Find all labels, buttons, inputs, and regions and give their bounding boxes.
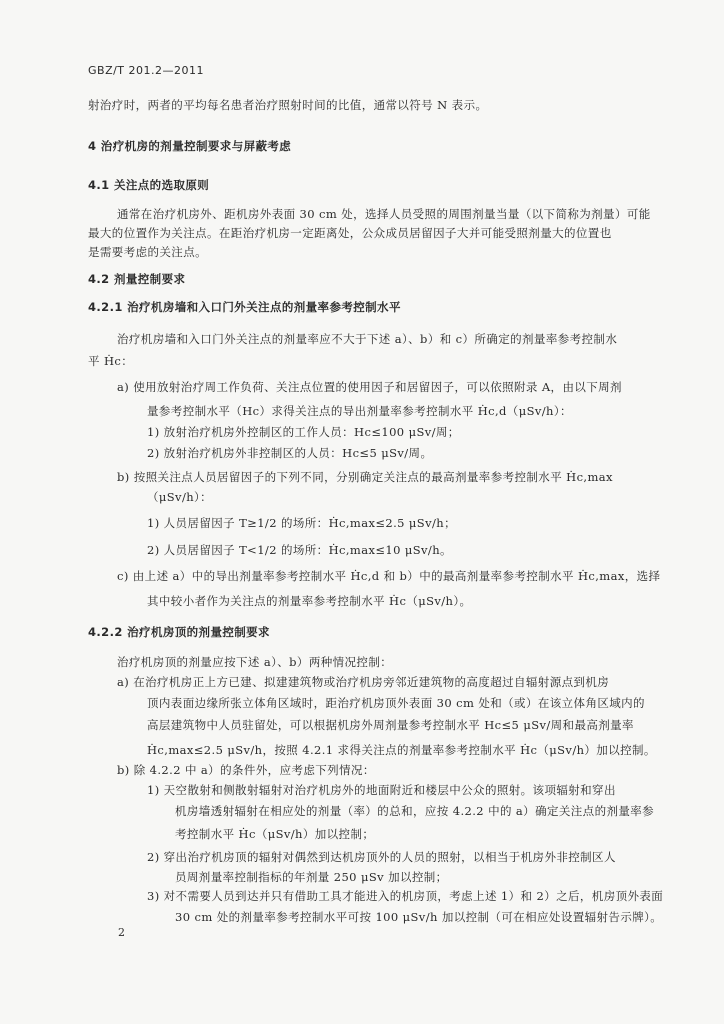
text-line: 1) 放射治疗机房外控制区的工作人员：Hc≤100 μSv/周；	[147, 425, 460, 439]
text-line: 2) 穿出治疗机房顶的辐射对偶然到达机房顶外的人员的照射，以相当于机房外非控制区人	[147, 850, 616, 864]
text-line: 1) 天空散射和侧散射辐射对治疗机房外的地面附近和楼层中公众的照射。该项辐射和穿出	[147, 783, 616, 797]
text-line: b) 按照关注点人员居留因子的下列不同，分别确定关注点的最高剂量率参考控制水平 Ḣc,max	[117, 470, 613, 484]
text-line: 平 Ḣc：	[88, 354, 134, 368]
text-line: 考控制水平 Ḣc（μSv/h）加以控制；	[175, 827, 375, 841]
text-line: 通常在治疗机房外、距机房外表面 30 cm 处，选择人员受照的周围剂量当量（以下简称为剂量）可能	[117, 207, 651, 221]
text-line: 员周剂量率控制指标的年剂量 250 μSv 加以控制；	[175, 870, 448, 884]
text-line: 机房墙透射辐射在相应处的剂量（率）的总和，应按 4.2.2 中的 a）确定关注点的剂量率参	[175, 804, 655, 818]
text-line: Ḣc,max≤2.5 μSv/h，按照 4.2.1 求得关注点的剂量率参考控制水平 Ḣc（μSv/h）加以控制。	[147, 743, 656, 757]
text-line: 高层建筑物中人员驻留处，可以根据机房外周剂量参考控制水平 Hc≤5 μSv/周和最高剂量率	[147, 718, 634, 732]
text-line: 30 cm 处的剂量率参考控制水平可按 100 μSv/h 加以控制（可在相应处设置辐射告示牌）。	[175, 910, 663, 924]
section-heading: 4.1 关注点的选取原则	[88, 178, 210, 192]
text-line: （μSv/h）：	[147, 490, 213, 504]
text-line: 2) 人员居留因子 T<1/2 的场所：Ḣc,max≤10 μSv/h。	[147, 543, 452, 557]
text-line: 治疗机房顶的剂量应按下述 a）、b）两种情况控制：	[117, 655, 393, 669]
section-heading: 4.2.1 治疗机房墙和入口门外关注点的剂量率参考控制水平	[88, 300, 401, 314]
text-line: 其中较小者作为关注点的剂量率参考控制水平 Ḣc（μSv/h）。	[147, 594, 472, 608]
text-line: a) 使用放射治疗周工作负荷、关注点位置的使用因子和居留因子，可以依照附录 A，由以下周剂	[117, 380, 622, 394]
text-line: 1) 人员居留因子 T≥1/2 的场所：Ḣc,max≤2.5 μSv/h；	[147, 516, 456, 530]
standard-code-header: GBZ/T 201.2—2011	[88, 64, 205, 77]
text-line: 量参考控制水平（Hc）求得关注点的导出剂量率参考控制水平 Ḣc,d（μSv/h）：	[147, 404, 572, 418]
text-line: 最大的位置作为关注点。在距治疗机房一定距离处，公众成员居留因子大并可能受照剂量大的位置也	[88, 226, 612, 240]
text-line: 治疗机房墙和入口门外关注点的剂量率应不大于下述 a）、b）和 c）所确定的剂量率参考控制水	[117, 332, 618, 346]
text-line: a) 在治疗机房正上方已建、拟建建筑物或治疗机房旁邻近建筑物的高度超过自辐射源点到机房	[117, 675, 610, 689]
text-line: c) 由上述 a）中的导出剂量率参考控制水平 Ḣc,d 和 b）中的最高剂量率参考控制水平 Ḣc,max，选择	[117, 569, 661, 583]
section-heading: 4.2.2 治疗机房顶的剂量控制要求	[88, 625, 270, 639]
section-heading: 4 治疗机房的剂量控制要求与屏蔽考虑	[88, 139, 292, 153]
section-heading: 4.2 剂量控制要求	[88, 272, 186, 286]
text-line: 顶内表面边缘所张立体角区域时，距治疗机房顶外表面 30 cm 处和（或）在该立体角区域内的	[147, 696, 645, 710]
text-line: 3) 对不需要人员到达并只有借助工具才能进入的机房顶，考虑上述 1）和 2）之后，机房顶外表面	[147, 889, 664, 903]
text-line: 2) 放射治疗机房外非控制区的人员：Hc≤5 μSv/周。	[147, 446, 433, 460]
page-number: 2	[118, 926, 125, 939]
text-line: 是需要考虑的关注点。	[88, 245, 207, 259]
text-line: 射治疗时，两者的平均每名患者治疗照射时间的比值，通常以符号 N 表示。	[88, 98, 488, 112]
text-line: b) 除 4.2.2 中 a）的条件外，应考虑下列情况：	[117, 763, 375, 777]
